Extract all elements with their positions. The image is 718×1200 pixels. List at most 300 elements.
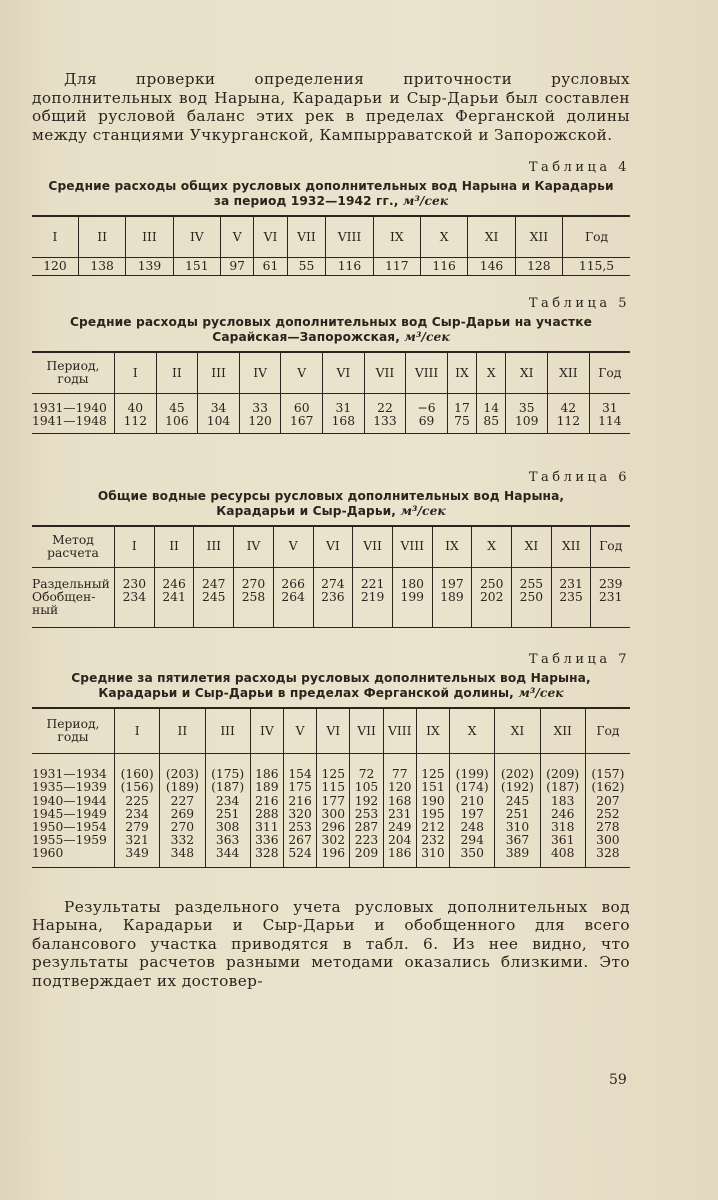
table5-unit: м³/сек	[404, 330, 450, 345]
table-cell	[250, 754, 283, 867]
cell-value: 344	[215, 846, 240, 861]
table-cell	[383, 754, 416, 867]
cell-value: 216	[288, 793, 312, 808]
table-row	[32, 567, 630, 628]
cell-value: 77	[391, 767, 408, 782]
cell-value: 349	[125, 846, 149, 861]
table-cell	[406, 394, 448, 433]
table7-title	[32, 671, 630, 701]
month-header: III	[126, 216, 173, 258]
cell-value: 302	[321, 833, 346, 848]
table4-unit: м³/сек	[402, 194, 449, 208]
cell-value: 251	[215, 806, 240, 821]
table5	[32, 351, 630, 433]
table-cell	[273, 567, 313, 628]
table-cell	[283, 754, 316, 867]
month-header: XI	[506, 352, 548, 394]
table-cell	[317, 754, 350, 867]
table-cell	[589, 394, 630, 433]
month-header: VIII	[383, 708, 416, 754]
month-header: VI	[323, 352, 365, 394]
month-header: X	[477, 352, 506, 394]
table-cell	[350, 754, 383, 867]
cell-value: 60	[293, 401, 310, 416]
table-cell: 138	[78, 258, 125, 276]
cell-value: 45	[169, 401, 185, 416]
table5-header-row	[32, 352, 630, 394]
cell-value: 300	[596, 833, 620, 848]
month-header: VII	[350, 708, 383, 754]
month-header: VI	[317, 708, 350, 754]
cell-value: 247	[202, 576, 226, 591]
table4-title-line2: за период 1932—1942 гг.,	[213, 194, 399, 208]
cell-value: 311	[255, 820, 279, 835]
cell-value: (199)	[455, 767, 489, 782]
month-header: VII	[287, 216, 326, 258]
cell-value: 199	[400, 589, 425, 604]
cell-value: 234	[125, 806, 149, 821]
table-cell	[512, 567, 552, 628]
cell-value: 42	[560, 401, 577, 416]
month-header: XII	[548, 352, 590, 394]
cell-value: 183	[550, 793, 575, 808]
cell-value: 197	[440, 576, 464, 591]
table-cell	[194, 567, 234, 628]
table-cell: 61	[254, 258, 287, 276]
row-label: 1950—1954	[32, 820, 107, 835]
cell-value: 255	[519, 576, 544, 591]
table-cell: 116	[420, 258, 467, 276]
month-header: IV	[173, 216, 220, 258]
table-cell	[472, 567, 512, 628]
cell-value: 245	[202, 589, 226, 604]
cell-value: 235	[559, 589, 583, 604]
row-label: Раздельный	[32, 576, 110, 591]
month-header: III	[205, 708, 250, 754]
cell-value: 33	[252, 401, 268, 416]
cell-value: 270	[241, 576, 266, 591]
cell-value: 232	[421, 833, 445, 848]
cell-value: 175	[288, 780, 312, 795]
table-cell	[234, 567, 274, 628]
cell-value: 253	[288, 820, 312, 835]
cell-value: 151	[421, 780, 445, 795]
month-header: II	[156, 352, 198, 394]
cell-value: 207	[596, 793, 620, 808]
year-header: Год	[563, 216, 630, 258]
month-header: X	[450, 708, 495, 754]
cell-value: 320	[288, 806, 312, 821]
cell-value: 279	[125, 820, 149, 835]
cell-value: (156)	[120, 780, 154, 795]
month-header: VI	[313, 526, 353, 568]
table6-label: Таблица 6	[528, 469, 630, 485]
table-cell: 117	[373, 258, 420, 276]
month-header: V	[220, 216, 253, 258]
cell-value: 363	[215, 833, 240, 848]
cell-value: (189)	[165, 780, 199, 795]
table5-title-line1: Средние расходы русловых дополнительных вод Сыр-Дарьи на участке	[69, 315, 593, 330]
table-cell	[239, 394, 281, 433]
row-label: Обобщен-ный	[32, 589, 96, 618]
month-header: VIII	[392, 526, 432, 568]
cell-value: 189	[440, 589, 464, 604]
year-header: Год	[585, 708, 630, 754]
table5-title	[32, 315, 630, 345]
table-cell	[313, 567, 353, 628]
cell-value: 104	[206, 414, 231, 429]
intro-paragraph: Для проверки определения приточности русловых дополнительных вод Нарына, Карадарьи и Сыр-Дарьи был составлен общий русловой баланс этих рек в пределах Ферганской долины между станциями Учкурганской, Кампырраватской и Запорожской.	[32, 70, 630, 144]
table-cell	[540, 754, 585, 867]
cell-value: 332	[170, 833, 195, 848]
cell-value: 219	[360, 589, 385, 604]
table5-label: Таблица 5	[528, 296, 630, 312]
row-label: 1935—1939	[32, 780, 107, 795]
cell-value: 389	[505, 846, 530, 861]
cell-value: 75	[454, 414, 470, 429]
table-cell	[115, 754, 160, 867]
month-header: IX	[447, 352, 476, 394]
cell-value: 14	[483, 401, 500, 416]
year-header: Год	[589, 352, 630, 394]
table6-body	[32, 567, 630, 628]
cell-value: 288	[255, 806, 279, 821]
table-cell: 97	[220, 258, 253, 276]
month-header: IX	[416, 708, 449, 754]
month-header: VIII	[406, 352, 448, 394]
table-cell	[160, 754, 205, 867]
cell-value: 114	[598, 414, 622, 429]
cell-value: 245	[505, 793, 530, 808]
table6-title-line1: Общие водные ресурсы русловых дополнительных вод Нарына,	[97, 488, 565, 503]
table6-unit: м³/сек	[400, 503, 446, 518]
table-row	[32, 258, 630, 276]
month-header: IV	[234, 526, 274, 568]
table7-title-line1: Средние за пятилетия расходы русловых дополнительных вод Нарына,	[71, 671, 591, 686]
table-cell	[353, 567, 393, 628]
cell-value: 106	[165, 414, 189, 429]
row-label: 1931—1940	[32, 401, 107, 416]
table7-label: Таблица 7	[528, 652, 630, 668]
cell-value: (209)	[546, 767, 580, 782]
table-cell	[548, 394, 590, 433]
table-cell	[198, 394, 240, 433]
closing-paragraph: Результаты раздельного учета русловых дополнительных вод Нарына, Карадарьи и Сыр-Дарьи и обобщенного для всего балансового участка приводятся в табл. 6. Из нее видно, что результаты расчетов разными методами оказались близкими. Это подтверждает их достовер-	[32, 897, 630, 990]
table-cell	[115, 567, 155, 628]
table6-header-row	[32, 526, 630, 568]
cell-value: 168	[331, 414, 356, 429]
cell-value: 223	[354, 833, 379, 848]
cell-value: 204	[387, 833, 412, 848]
cell-value: 195	[421, 806, 445, 821]
cell-value: (157)	[591, 767, 625, 782]
month-header: II	[78, 216, 125, 258]
cell-value: 227	[170, 793, 195, 808]
table-cell: 115,5	[563, 258, 630, 276]
cell-value: 266	[281, 576, 305, 591]
cell-value: (160)	[120, 767, 154, 782]
cell-value: 109	[514, 414, 539, 429]
month-header: VII	[353, 526, 393, 568]
cell-value: 294	[460, 833, 484, 848]
table-cell	[205, 754, 250, 867]
cell-value: 212	[421, 820, 445, 835]
table-cell: 151	[173, 258, 220, 276]
cell-value: 318	[550, 820, 575, 835]
cell-value: 348	[170, 846, 195, 861]
cell-value: 190	[421, 793, 445, 808]
month-header: III	[198, 352, 240, 394]
cell-value: (175)	[211, 767, 245, 782]
cell-value: 120	[248, 414, 272, 429]
cell-value: 168	[387, 793, 412, 808]
cell-value: 34	[210, 401, 227, 416]
cell-value: (174)	[455, 780, 489, 795]
cell-value: 209	[354, 846, 379, 861]
cell-value: 125	[321, 767, 346, 782]
cell-value: 231	[559, 576, 583, 591]
table4	[32, 215, 630, 276]
table-cell	[392, 567, 432, 628]
cell-value: 239	[598, 576, 623, 591]
cell-value: 236	[321, 589, 345, 604]
month-header: II	[160, 708, 205, 754]
table-cell	[450, 754, 495, 867]
cell-value: 17	[454, 401, 470, 416]
cell-value: 31	[601, 401, 618, 416]
table-cell	[477, 394, 506, 433]
month-header: VI	[254, 216, 287, 258]
cell-value: 197	[460, 806, 484, 821]
table-row	[32, 754, 630, 867]
table-cell	[585, 754, 630, 867]
month-header: XI	[468, 216, 515, 258]
cell-value: 225	[125, 793, 149, 808]
month-header: IX	[432, 526, 472, 568]
cell-value: 367	[505, 833, 530, 848]
month-header: I	[115, 526, 155, 568]
cell-value: 249	[387, 820, 412, 835]
cell-value: (162)	[591, 780, 625, 795]
cell-value: 85	[483, 414, 500, 429]
table-cell	[115, 394, 157, 433]
cell-value: 270	[170, 820, 195, 835]
month-header: III	[194, 526, 234, 568]
table7	[32, 707, 630, 867]
cell-value: 310	[421, 846, 445, 861]
table4-label: Таблица 4	[528, 160, 630, 175]
month-header: X	[420, 216, 467, 258]
month-header: I	[32, 216, 78, 258]
cell-value: 216	[255, 793, 279, 808]
cell-value: 192	[354, 793, 379, 808]
cell-value: (192)	[500, 780, 534, 795]
table-cell	[432, 567, 472, 628]
row-label: 1931—1934	[32, 767, 107, 782]
cell-value: 241	[162, 589, 186, 604]
cell-value: (202)	[500, 767, 534, 782]
cell-value: 252	[596, 806, 620, 821]
cell-value: 69	[418, 414, 435, 429]
row-label: 1945—1949	[32, 806, 107, 821]
cell-value: 328	[596, 846, 620, 861]
cell-value: 196	[321, 846, 346, 861]
month-header: I	[115, 708, 160, 754]
cell-value: 112	[556, 414, 581, 429]
table-cell: 146	[468, 258, 515, 276]
row-label: 1941—1948	[32, 414, 107, 429]
cell-value: 267	[288, 833, 312, 848]
cell-value: 112	[123, 414, 148, 429]
cell-value: 253	[354, 806, 379, 821]
cell-value: 186	[387, 846, 412, 861]
cell-value: 210	[460, 793, 484, 808]
table5-body	[32, 394, 630, 433]
cell-value: 269	[170, 806, 195, 821]
cell-value: 31	[335, 401, 352, 416]
table7-header-row	[32, 708, 630, 754]
cell-value: 22	[377, 401, 393, 416]
row-label-cell	[32, 567, 115, 628]
table4-title-line1: Средние расходы общих русловых дополнительных вод Нарына и Карадарьи	[48, 179, 614, 193]
table6	[32, 525, 630, 629]
cell-value: 115	[321, 780, 346, 795]
table-cell	[281, 394, 323, 433]
month-header: XII	[540, 708, 585, 754]
cell-value: 167	[290, 414, 314, 429]
cell-value: 336	[255, 833, 279, 848]
cell-value: 186	[255, 767, 279, 782]
table-cell: 120	[32, 258, 78, 276]
cell-value: 296	[321, 820, 346, 835]
table-cell	[156, 394, 198, 433]
cell-value: 328	[255, 846, 279, 861]
row-label: 1955—1959	[32, 833, 107, 848]
cell-value: 310	[505, 820, 530, 835]
cell-value: 154	[288, 767, 312, 782]
cell-value: (203)	[165, 767, 199, 782]
cell-value: 40	[127, 401, 144, 416]
cell-value: 234	[215, 793, 240, 808]
cell-value: 300	[321, 806, 346, 821]
cell-value: 221	[360, 576, 385, 591]
table7-unit: м³/сек	[518, 686, 564, 701]
table-cell	[551, 567, 591, 628]
cell-value: 278	[596, 820, 620, 835]
cell-value: 524	[288, 846, 312, 861]
table-cell	[323, 394, 365, 433]
cell-value: 246	[162, 576, 186, 591]
table-cell: 55	[287, 258, 326, 276]
month-header: II	[154, 526, 194, 568]
page-number: 59	[609, 1072, 627, 1088]
cell-value: 231	[598, 589, 623, 604]
cell-value: (187)	[546, 780, 580, 795]
cell-value: 72	[358, 767, 375, 782]
table-cell	[154, 567, 194, 628]
cell-value: 246	[550, 806, 575, 821]
month-header: I	[115, 352, 157, 394]
cell-value: 274	[321, 576, 345, 591]
cell-value: (187)	[211, 780, 245, 795]
year-header: Год	[591, 526, 630, 568]
cell-value: 180	[400, 576, 425, 591]
table4-header-row	[32, 216, 630, 258]
cell-value: 230	[122, 576, 147, 591]
table-cell: 128	[515, 258, 562, 276]
month-header: XI	[512, 526, 552, 568]
month-header: XII	[551, 526, 591, 568]
cell-value: 177	[321, 793, 346, 808]
table5-title-line2: Сарайская—Запорожская,	[212, 330, 400, 345]
cell-value: 250	[479, 576, 504, 591]
cell-value: 202	[479, 589, 504, 604]
period-header: Период, годы	[32, 708, 115, 754]
table-cell	[447, 394, 476, 433]
table-cell	[416, 754, 449, 867]
month-header: IV	[239, 352, 281, 394]
cell-value: −6	[417, 401, 436, 416]
cell-value: 189	[255, 780, 279, 795]
month-header: XII	[515, 216, 562, 258]
cell-value: 133	[373, 414, 397, 429]
cell-value: 250	[519, 589, 544, 604]
month-header: IX	[373, 216, 420, 258]
table6-title-line2: Карадарьи и Сыр-Дарьи,	[216, 503, 397, 518]
method-header: Метод расчета	[32, 526, 115, 568]
cell-value: 251	[505, 806, 530, 821]
cell-value: 231	[387, 806, 412, 821]
table-cell	[591, 567, 630, 628]
table7-body	[32, 754, 630, 867]
cell-value: 234	[122, 589, 147, 604]
table7-title-line2: Карадарьи и Сыр-Дарьи в пределах Ферганской долины,	[98, 686, 514, 701]
cell-value: 321	[125, 833, 149, 848]
cell-value: 350	[460, 846, 484, 861]
month-header: IV	[250, 708, 283, 754]
month-header: X	[472, 526, 512, 568]
cell-value: 264	[281, 589, 305, 604]
cell-value: 408	[550, 846, 575, 861]
month-header: V	[281, 352, 323, 394]
table-cell	[506, 394, 548, 433]
table4-title	[32, 179, 630, 209]
cell-value: 248	[460, 820, 484, 835]
month-header: V	[273, 526, 313, 568]
cell-value: 125	[421, 767, 445, 782]
cell-value: 308	[215, 820, 240, 835]
table-cell	[495, 754, 540, 867]
cell-value: 105	[354, 780, 379, 795]
row-label-cell	[32, 754, 115, 867]
month-header: XI	[495, 708, 540, 754]
month-header: VIII	[326, 216, 373, 258]
table6-title	[32, 489, 630, 519]
table-cell: 116	[326, 258, 373, 276]
row-label-cell	[32, 394, 115, 433]
table-cell: 139	[126, 258, 173, 276]
row-label: 1960	[32, 846, 64, 861]
period-header: Период, годы	[32, 352, 115, 394]
cell-value: 287	[354, 820, 379, 835]
cell-value: 361	[550, 833, 575, 848]
table-row	[32, 394, 630, 433]
cell-value: 35	[518, 401, 535, 416]
month-header: VII	[364, 352, 406, 394]
month-header: V	[283, 708, 316, 754]
table-cell	[364, 394, 406, 433]
cell-value: 258	[241, 589, 266, 604]
